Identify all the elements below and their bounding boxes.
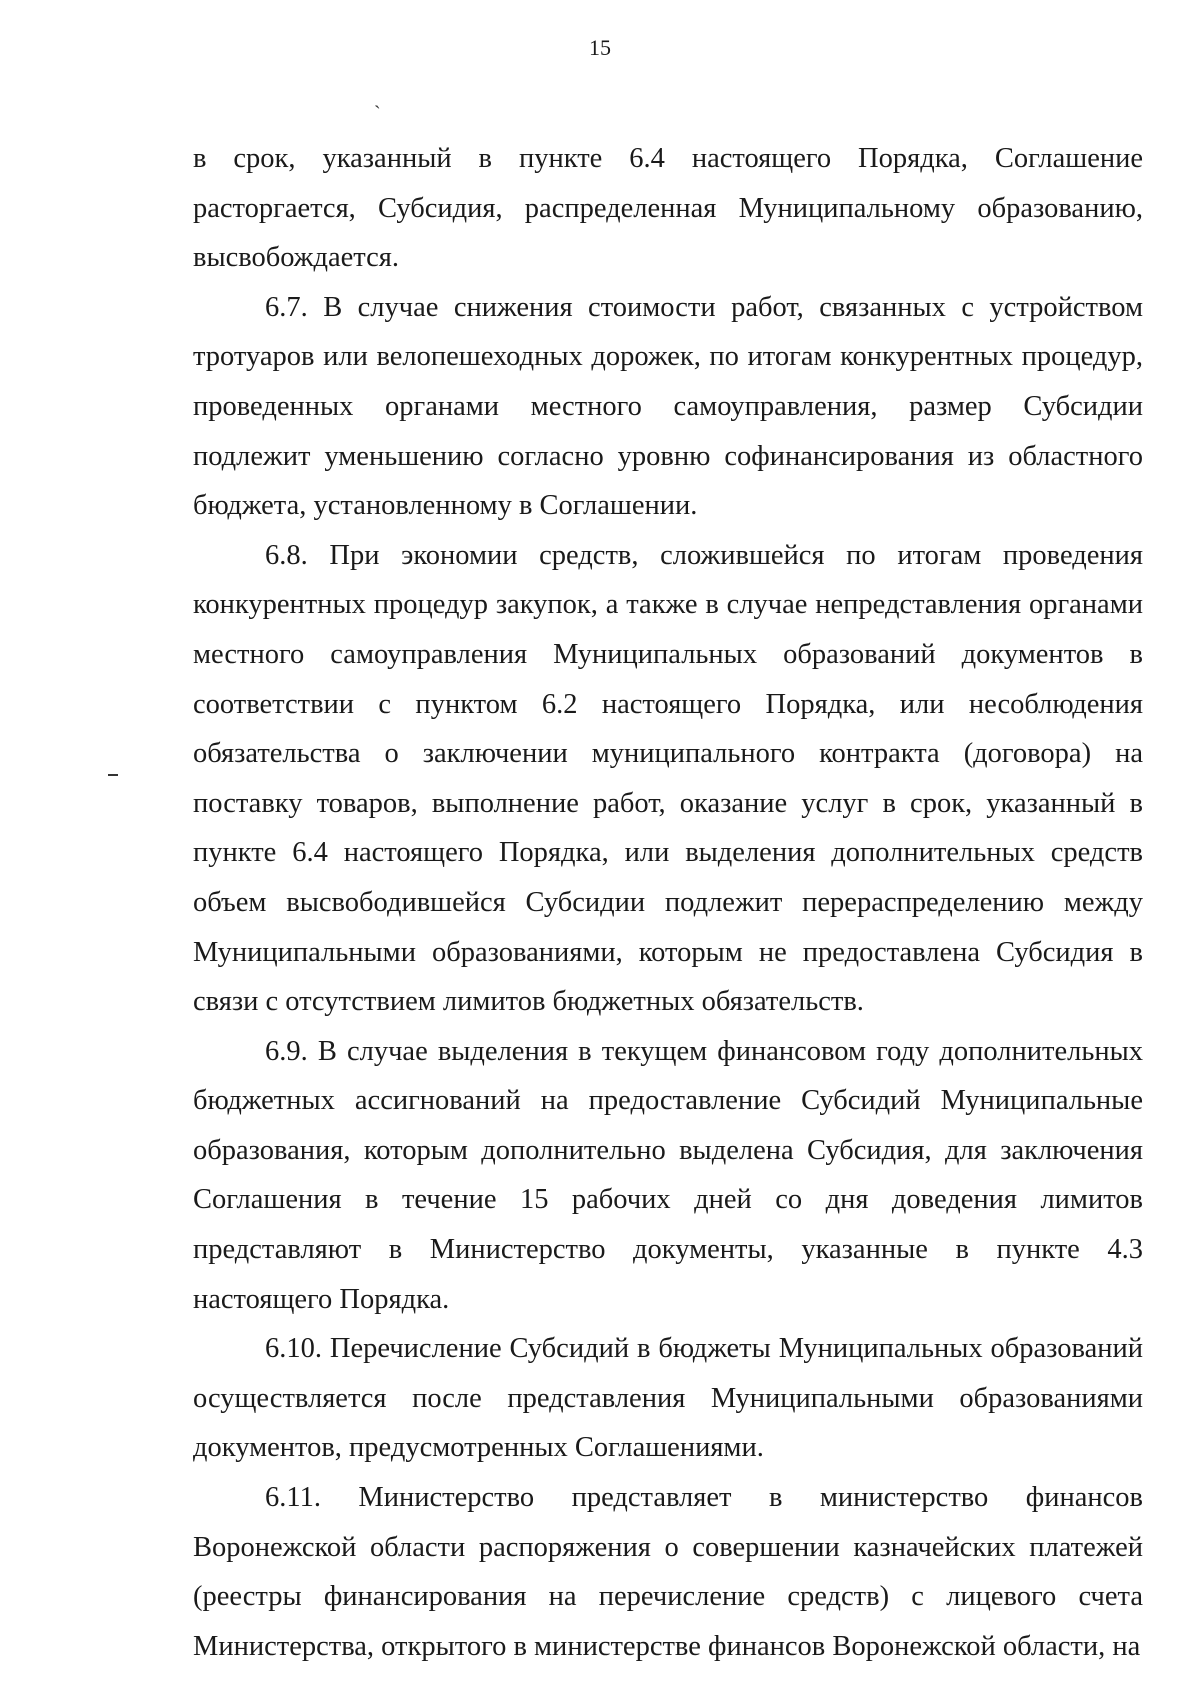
scan-artifact-mark: ˏ bbox=[374, 87, 381, 109]
document-body bbox=[193, 134, 1143, 1671]
page-number: 15 bbox=[589, 35, 611, 60]
paragraph-continuation: в срок, указанный в пункте 6.4 настоящего Порядка, Соглашение расторгается, Субсидия, распределенная Муниципальному образованию, высвобождается. bbox=[193, 143, 1143, 274]
paragraph-6-8: 6.8. При экономии средств, сложившейся по итогам проведения конкурентных процедур закупок, а также в случае непредставления органами местного самоуправления Муниципальных образований документов в соответствии с пунктом 6.2 настоящего Порядка, или несоблюдения обязательства о заключении муниципального контракта (договора) на поставку товаров, выполнение работ, оказание услуг в срок, указанный в пункте 6.4 настоящего Порядка, или выделения дополнительных средств объем высвободившейся Субсидии подлежит перераспределению между Муниципальными образованиями, которым не предоставлена Субсидия в связи с отсутствием лимитов бюджетных обязательств. bbox=[193, 539, 1143, 1018]
scan-artifact-dash bbox=[108, 774, 118, 776]
paragraph-6-7: 6.7. В случае снижения стоимости работ, связанных с устройством тротуаров или велопешеходных дорожек, по итогам конкурентных процедур, проведенных органами местного самоуправления, размер Субсидии подлежит уменьшению согласно уровню софинансирования из областного бюджета, установленному в Соглашении. bbox=[193, 291, 1143, 522]
paragraph-6-11: 6.11. Министерство представляет в министерство финансов Воронежской области распоряжения о совершении казначейских платежей (реестры финансирования на перечисление средств) с лицевого счета Министерства, открытого в министерстве финансов Воронежской области, на bbox=[193, 1482, 1143, 1662]
paragraph-6-9: 6.9. В случае выделения в текущем финансовом году дополнительных бюджетных ассигнований на предоставление Субсидий Муниципальные образования, которым дополнительно выделена Субсидия, для заключения Соглашения в течение 15 рабочих дней со дня доведения лимитов представляют в Министерство документы, указанные в пункте 4.3 настоящего Порядка. bbox=[193, 1035, 1143, 1315]
paragraph-6-10: 6.10. Перечисление Субсидий в бюджеты Муниципальных образований осуществляется после представления Муниципальными образованиями документов, предусмотренных Соглашениями. bbox=[193, 1333, 1143, 1464]
